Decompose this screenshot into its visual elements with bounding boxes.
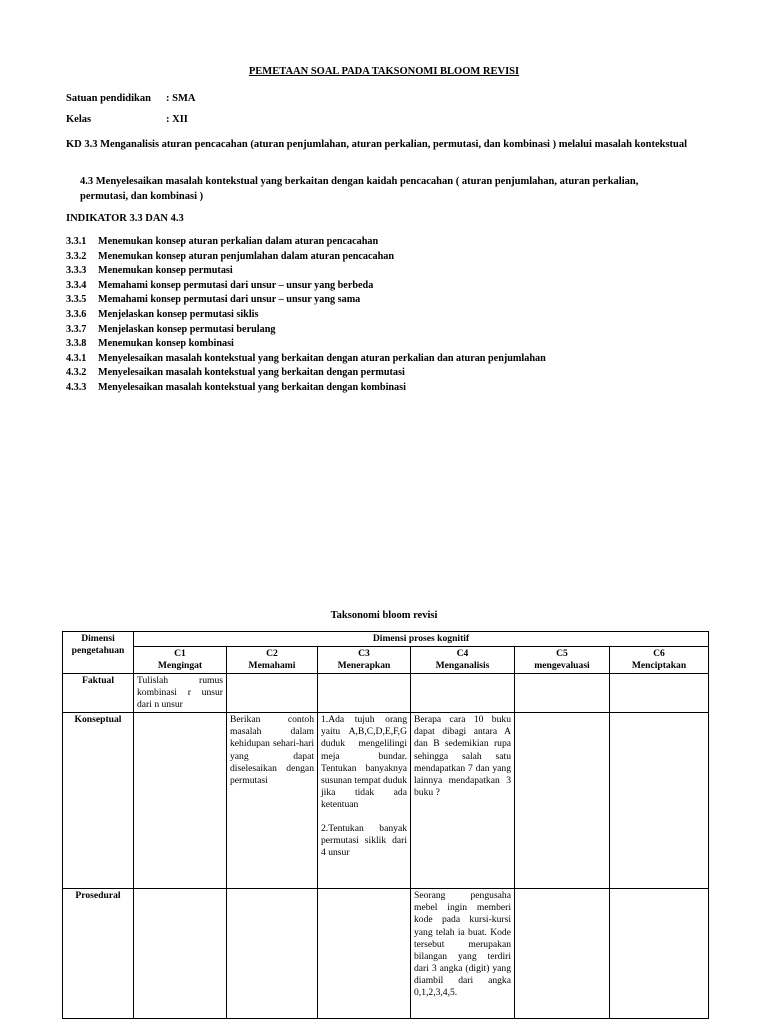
- cell-prosedural-c6: [610, 889, 709, 1019]
- cell-konseptual-c2: Berikan contoh masalah dalam kehidupan sehari-hari yang dapat diselesaikan dengan permutasi: [227, 713, 318, 889]
- indicator-list: [66, 235, 546, 396]
- kd-3-3: KD 3.3 Menganalisis aturan pencacahan (aturan penjumlahan, aturan perkalian, permutasi, dan kombinasi ) melalui masalah kontekstual: [66, 139, 688, 150]
- column-header-c2: C2 Memahami: [227, 647, 318, 674]
- row-label-prosedural: Prosedural: [63, 889, 134, 1019]
- indikator-heading: INDIKATOR 3.3 DAN 4.3: [66, 213, 184, 224]
- list-item: 3.3.2 Menemukan konsep aturan penjumlahan dalam aturan pencacahan: [66, 250, 395, 262]
- header-dimensi-pengetahuan: Dimensi pengetahuan: [63, 632, 134, 674]
- list-item: 3.3.4 Memahami konsep permutasi dari unsur – unsur yang berbeda: [66, 279, 374, 291]
- list-item: 3.3.1 Menemukan konsep aturan perkalian dalam aturan pencacahan: [66, 236, 379, 247]
- list-item: 3.3.7 Menjelaskan konsep permutasi berulang: [66, 323, 276, 335]
- meta-label: Satuan pendidikan: [66, 93, 151, 104]
- meta-label: Kelas: [66, 114, 92, 125]
- column-header-c5: C5 mengevaluasi: [515, 647, 610, 674]
- column-header-c4: C4 Menganalisis: [411, 647, 515, 674]
- meta-kelas: [66, 114, 188, 125]
- meta-value: : XII: [166, 114, 188, 125]
- question-2: 2.Tentukan banyak permutasi siklik dari 4 unsur: [321, 823, 407, 859]
- cell-prosedural-c2: [227, 889, 318, 1019]
- column-header-c1: C1 Mengingat: [134, 647, 227, 674]
- question-1: 1.Ada tujuh orang yaitu A,B,C,D,E,F,G duduk mengelilingi meja bundar. Tentukan banyaknya susunan tempat duduk jika tidak ada ketentuan: [321, 714, 407, 810]
- document-title: PEMETAAN SOAL PADA TAKSONOMI BLOOM REVISI: [248, 66, 520, 77]
- cell-prosedural-c5: [515, 889, 610, 1019]
- meta-satuan-pendidikan: [66, 93, 195, 104]
- table-row: [63, 889, 709, 1019]
- table-row: [63, 713, 709, 889]
- cell-prosedural-c1: [134, 889, 227, 1019]
- cell-konseptual-c4: Berapa cara 10 buku dapat dibagi antara A dan B sedemikian rupa sehingga salah satu mendapatkan 7 dan yang lainnya mendapatkan 3 buku ?: [411, 713, 515, 889]
- row-label-konseptual: Konseptual: [63, 713, 134, 889]
- list-item: 4.3.2 Menyelesaikan masalah kontekstual yang berkaitan dengan permutasi: [66, 367, 405, 379]
- list-item: 3.3.3 Menemukan konsep permutasi: [66, 265, 233, 277]
- header-dimensi-proses: Dimensi proses kognitif: [134, 632, 709, 647]
- kd-4-3: 4.3 Menyelesaikan masalah kontekstual yang berkaitan dengan kaidah pencacahan ( aturan penjumlahan, aturan perkalian, permutasi, dan kombinasi ): [80, 176, 639, 202]
- taxonomy-table: [62, 631, 709, 1019]
- taxonomy-title: Taksonomi bloom revisi: [330, 610, 438, 621]
- list-item: 3.3.8 Menemukan konsep kombinasi: [66, 338, 234, 350]
- cell-faktual-c1: Tulislah rumus kombinasi r unsur dari n unsur: [134, 674, 227, 713]
- cell-konseptual-c1: [134, 713, 227, 889]
- column-header-c3: C3 Menerapkan: [318, 647, 411, 674]
- cell-faktual-c2: [227, 674, 318, 713]
- table-row: [63, 674, 709, 713]
- cell-prosedural-c3: [318, 889, 411, 1019]
- cell-konseptual-c5: [515, 713, 610, 889]
- row-label-faktual: Faktual: [63, 674, 134, 713]
- list-item: 3.3.6 Menjelaskan konsep permutasi siklis: [66, 308, 259, 320]
- cell-faktual-c3: [318, 674, 411, 713]
- meta-value: : SMA: [166, 93, 196, 104]
- cell-prosedural-c4: Seorang pengusaha mebel ingin memberi kode pada kursi-kursi yang telah ia buat. Kode tersebut merupakan bilangan yang terdiri dari 3 angka (digit) yang diambil dari angka 0,1,2,3,4,5.: [411, 889, 515, 1019]
- list-item: 4.3.3 Menyelesaikan masalah kontekstual yang berkaitan dengan kombinasi: [66, 381, 406, 393]
- cell-konseptual-c6: [610, 713, 709, 889]
- cell-konseptual-c3: [318, 713, 411, 889]
- cell-faktual-c4: [411, 674, 515, 713]
- cell-faktual-c5: [515, 674, 610, 713]
- list-item: 4.3.1 Menyelesaikan masalah kontekstual yang berkaitan dengan aturan perkalian dan aturan penjumlahan: [66, 352, 546, 364]
- column-header-c6: C6 Menciptakan: [610, 647, 709, 674]
- list-item: 3.3.5 Memahami konsep permutasi dari unsur – unsur yang sama: [66, 294, 361, 306]
- cell-faktual-c6: [610, 674, 709, 713]
